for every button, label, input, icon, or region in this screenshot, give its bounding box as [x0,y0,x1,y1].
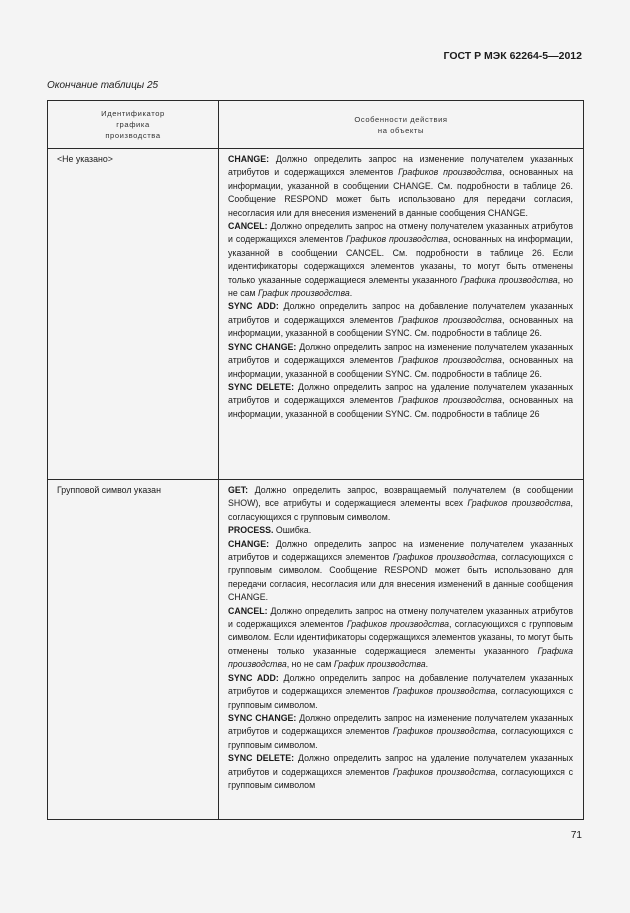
table-row [48,149,584,480]
action-text: Должно определить запрос на удаление получателем указанных атрибутов и содержащихся элементов [228,381,573,406]
action-text: Должно определить запрос на отмену получателем указанных атрибутов и содержащихся элементов [228,605,573,630]
action-text: , основанных на информации, указанной в сообщении CHANGE. См. подробности в таблице 26. Сообщение RESPOND может быть использовано для передачи согласия, несогласия или для внесения изменений в данные сообщения CHANGE. [228,167,573,218]
object-term: Графиков производства [346,619,449,630]
object-term: Графиков производства [467,498,571,509]
object-term: Графиков производства [346,234,448,245]
action-keyword: SYNC CHANGE: [228,341,297,352]
action-entry [228,752,573,792]
object-term: Графиков производства [392,726,496,737]
description-cell [219,149,584,480]
action-text: , согласующихся с групповым символом. Если идентификаторы содержащихся элементов указаны, то могут быть отменены только указанные содержащиеся элементы указанного [228,619,573,656]
action-text: Должно определить запрос на удаление получателем указанных атрибутов и содержащихся элементов [228,753,573,777]
action-entry [228,341,573,381]
action-keyword: CANCEL: [228,221,268,232]
action-text: , согласующихся с групповым символом. [228,498,573,522]
action-text: . [425,659,429,670]
action-entry [228,712,573,752]
action-entry [228,605,573,672]
action-keyword: CHANGE: [228,538,270,549]
header-line: Особенности действия [354,114,448,124]
action-text: , но не сам [286,659,334,670]
action-text: Должно определить запрос на изменение получателем указанных атрибутов и содержащихся элементов [228,154,573,178]
action-text: , основанных на информации, указанной в сообщении SYNC. См. подробности в таблице 26. [228,314,573,339]
action-text: , основанных на информации, указанной в сообщении SYNC. См. подробности в таблице 26. [228,355,573,379]
action-text: Должно определить запрос на добавление получателем указанных атрибутов и содержащихся элементов [228,301,574,325]
action-text: Должно определить запрос, возвращаемый получателем (в сообщении SHOW), все атрибуты и содержащиеся элементы всех [228,485,573,509]
action-text: Должно определить запрос на изменение получателем указанных атрибутов и содержащихся элементов [228,341,573,366]
object-term: Графиков производства [398,314,502,325]
action-entry [228,300,573,340]
action-text: , согласующихся с групповым символом. [228,726,573,750]
action-text: , основанных на информации, указанной в сообщении CANCEL. См. подробности в таблице 26. Если идентификаторы содержащихся элементов указаны, то могут быть отменены только указанные содержащиеся элементы указанного [228,234,573,285]
action-text: , согласующихся с групповым символом. [228,686,573,710]
identifier-cell: Групповой символ указан [48,480,219,820]
table-caption: Окончание таблицы 25 [47,80,159,91]
action-keyword: SYNC ADD: [228,301,279,312]
action-keyword: CANCEL: [228,605,268,616]
action-keyword: PROCESS. [228,525,274,536]
description-cell [219,480,584,820]
page-number: 71 [570,830,582,841]
action-entry [228,538,573,605]
object-term: Графиков производства [398,395,502,406]
object-term: Графика производства [228,645,573,670]
action-keyword: GET: [228,485,249,495]
object-term: Графиков производства [392,552,496,563]
object-term: Графиков производства [398,355,502,366]
action-text: Должно определить запрос на изменение получателем указанных атрибутов и содержащихся элементов [228,538,573,563]
action-text: Должно определить запрос на отмену получателем указанных атрибутов и содержащихся элементов [228,221,573,245]
header-line: производства [105,131,161,140]
action-text: , согласующихся с групповым символом. Сообщение RESPOND может быть использовано для передачи согласия, несогласия или для внесения изменений в данные сообщения CHANGE. [228,552,573,603]
document-standard-header: ГОСТ Р МЭК 62264-5—2012 [443,50,582,62]
object-term: Графиков производства [398,167,502,178]
object-term: Графиков производства [392,686,496,697]
action-entry [228,381,573,421]
action-text: . [349,288,353,299]
column-header-action-features [219,101,584,149]
header-line: на объекты [377,125,425,135]
action-keyword: SYNC DELETE: [228,381,295,392]
header-line: Идентификатор [101,109,165,118]
header-line: графика [116,120,150,129]
action-text: , основанных на информации, указанной в сообщении SYNC. См. подробности в таблице 26 [228,395,573,419]
action-entry [228,153,573,220]
action-entry [228,220,573,300]
action-keyword: SYNC DELETE: [228,753,295,764]
action-text: Должно определить запрос на добавление получателем указанных атрибутов и содержащихся элементов [228,672,574,697]
action-text: Должно определить запрос на изменение получателем указанных атрибутов и содержащихся элементов [228,712,573,737]
action-text: Ошибка. [273,525,312,536]
action-keyword: SYNC CHANGE: [228,712,297,723]
object-term: Графиков производства [392,766,496,777]
action-keyword: CHANGE: [228,154,270,164]
action-entry [228,672,573,712]
action-text: , но не сам [228,274,573,299]
action-keyword: SYNC ADD: [228,672,279,683]
object-term: Графика производства [460,274,558,285]
action-entry [228,484,573,524]
action-entry [228,524,573,537]
actions-table [47,100,584,820]
action-text: , согласующихся с групповым символом [228,766,573,790]
object-term: График производства [333,659,426,670]
object-term: График производства [257,288,350,299]
table-row [48,480,584,820]
table-header-row [48,101,584,149]
identifier-cell: <Не указано> [48,149,219,480]
column-header-identifier [48,101,219,149]
